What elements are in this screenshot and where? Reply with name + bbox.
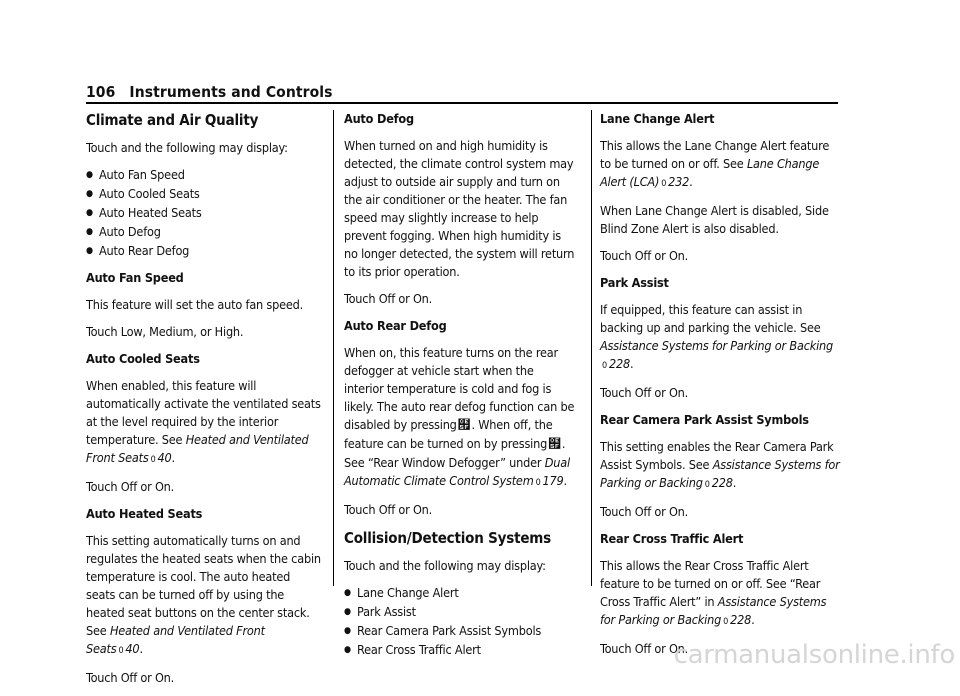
lca-touch: Touch Off or On. <box>600 248 689 263</box>
page-ref[interactable]: 40 <box>125 641 140 656</box>
page-arrow-icon: 0 <box>150 455 156 465</box>
fan-speed-text: This feature will set the auto fan speed. <box>86 297 304 312</box>
cross-reference-link[interactable]: Assistance Systems for Parking or Backing <box>600 338 834 353</box>
cross-reference-link[interactable]: Lane Change Alert (LCA) <box>600 156 820 189</box>
page-ref[interactable]: 228 <box>608 356 630 371</box>
column-divider-1 <box>333 110 334 586</box>
cross-reference-link[interactable]: Assistance Systems for Parking or Backing <box>600 457 840 490</box>
list-item: ● Rear Cross Traffic Alert <box>344 641 576 659</box>
column-divider-2 <box>591 110 592 586</box>
cross-reference-link[interactable]: Assistance Systems for Parking or Backing <box>600 594 827 627</box>
page-arrow-icon: 0 <box>723 617 729 627</box>
camera-symbols-title: Rear Camera Park Assist Symbols <box>600 412 809 427</box>
list-item: ● Auto Cooled Seats <box>86 185 322 203</box>
page-arrow-icon: 0 <box>535 478 541 488</box>
rear-defog-touch: Touch Off or On. <box>344 502 433 517</box>
page-arrow-icon: 0 <box>704 480 710 490</box>
climate-heading: Climate and Air Quality <box>86 111 259 129</box>
rear-defog-text: When on, this feature turns on the rear defogger at vehicle start when the interior temperature is cold and fog is likely. The auto rear defog function can be disabled by pressing๟. When off, the feature can be turned on by pressing๟. See “Rear Window Defogger” under Dual Automatic Climate Control System 0 179. <box>344 345 575 488</box>
camera-symbols-text: This setting enables the Rear Camera Park Assist Symbols. See Assistance Systems for Parking or Backing 0 228. <box>600 439 840 490</box>
fan-speed-title: Auto Fan Speed <box>86 270 184 285</box>
park-assist-title: Park Assist <box>600 275 669 290</box>
collision-intro: Touch and the following may display: <box>344 558 546 573</box>
column-3 <box>600 110 840 667</box>
park-assist-touch: Touch Off or On. <box>600 385 689 400</box>
list-item: ● Auto Defog <box>86 223 322 241</box>
column-1 <box>86 110 322 696</box>
cross-reference-link[interactable]: Heated and Ventilated Front Seats <box>86 623 265 656</box>
page-arrow-icon: 0 <box>602 361 607 371</box>
page-ref[interactable]: 232 <box>668 174 690 189</box>
climate-list <box>86 166 322 260</box>
cooled-seats-title: Auto Cooled Seats <box>86 351 200 366</box>
list-item: ● Auto Rear Defog <box>86 242 322 260</box>
page-number: 106 <box>86 83 116 101</box>
list-item: ● Auto Fan Speed <box>86 166 322 184</box>
list-item: ● Lane Change Alert <box>344 584 576 602</box>
list-item: ● Rear Camera Park Assist Symbols <box>344 622 576 640</box>
lca-text: This allows the Lane Change Alert feature to be turned on or off. See Lane Change Alert (LCA) 0 232. <box>600 138 830 189</box>
page-header <box>86 83 333 101</box>
page-arrow-icon: 0 <box>118 646 124 656</box>
rear-defog-title: Auto Rear Defog <box>344 318 447 333</box>
page-ref[interactable]: 228 <box>730 612 752 627</box>
cooled-seats-touch: Touch Off or On. <box>86 479 175 494</box>
section-title: Instruments and Controls <box>129 83 333 101</box>
rear-defog-icon: ๟ <box>548 437 561 452</box>
cross-reference-link[interactable]: Dual Automatic Climate Control System <box>344 455 570 488</box>
heated-seats-touch: Touch Off or On. <box>86 670 175 685</box>
list-item: ● Auto Heated Seats <box>86 204 322 222</box>
camera-symbols-touch: Touch Off or On. <box>600 504 689 519</box>
auto-defog-touch: Touch Off or On. <box>344 291 433 306</box>
climate-intro: Touch and the following may display: <box>86 140 288 155</box>
column-2 <box>344 110 576 668</box>
lca-note: When Lane Change Alert is disabled, Side Blind Zone Alert is also disabled. <box>600 203 829 236</box>
collision-list <box>344 584 576 659</box>
rcta-text: This allows the Rear Cross Traffic Alert feature to be turned on or off. See “Rear Cross Traffic Alert” in Assistance Systems for Parking or Backing 0 228. <box>600 558 827 627</box>
rcta-touch: Touch Off or On. <box>600 641 689 656</box>
list-item: ● Park Assist <box>344 603 576 621</box>
rear-defog-icon: ๟ <box>457 418 471 433</box>
page-ref[interactable]: 228 <box>711 475 733 490</box>
watermark: carmanualsonline.info <box>673 640 955 670</box>
fan-speed-touch: Touch Low, Medium, or High. <box>86 324 244 339</box>
collision-heading: Collision/Detection Systems <box>344 529 551 547</box>
page-ref[interactable]: 179 <box>542 473 564 488</box>
page-ref[interactable]: 40 <box>157 450 172 465</box>
header-rule <box>86 102 838 104</box>
page-arrow-icon: 0 <box>661 179 667 189</box>
heated-seats-title: Auto Heated Seats <box>86 506 203 521</box>
auto-defog-text: When turned on and high humidity is detected, the climate control system may adjust to outside air supply and turn on the air conditioner or the heater. The fan speed may slightly increase to help prevent fogging. When high humidity is no longer detected, the system will return to its prior operation. <box>344 138 575 279</box>
cross-reference-link[interactable]: Heated and Ventilated Front Seats <box>86 432 309 465</box>
auto-defog-title: Auto Defog <box>344 111 414 126</box>
lca-title: Lane Change Alert <box>600 111 715 126</box>
park-assist-text: If equipped, this feature can assist in backing up and parking the vehicle. See Assistance Systems for Parking or Backing 0 228. <box>600 302 834 371</box>
heated-seats-text: This setting automatically turns on and regulates the heated seats when the cabin temperature is cool. The auto heated seats can be turned off by using the heated seat buttons on the center stack. See Heated and Ventilated Front Seats 0 40. <box>86 533 321 656</box>
cooled-seats-text: When enabled, this feature will automatically activate the ventilated seats at the level required by the interior temperature. See Heated and Ventilated Front Seats 0 40. <box>86 378 321 465</box>
rcta-title: Rear Cross Traffic Alert <box>600 531 744 546</box>
